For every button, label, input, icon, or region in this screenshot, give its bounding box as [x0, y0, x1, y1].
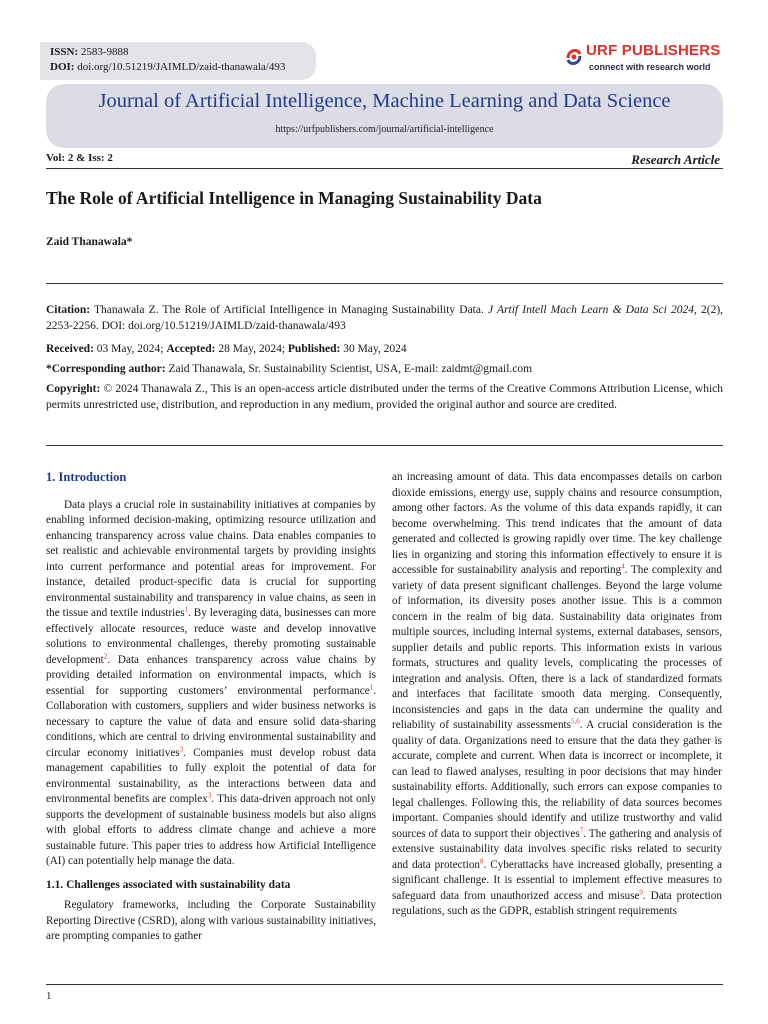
- citation-text: Thanawala Z. The Role of Artificial Intelligence in Managing Sustainability Data.: [94, 304, 484, 316]
- issn-label: ISSN:: [50, 46, 79, 58]
- section-heading-introduction: 1. Introduction: [46, 470, 127, 484]
- reference-link[interactable]: 9: [639, 887, 643, 896]
- dates: [46, 342, 723, 358]
- footer-divider: [46, 984, 723, 985]
- text-run: . Collaboration with customers, suppliers and wider business networks is necessary to capture the value of data and ensure solid data-sharing conditions, which are central to driving environmental sustainability and circular economy initiatives: [46, 684, 376, 759]
- copyright-label: Copyright:: [46, 383, 101, 395]
- subsection-heading-challenges: 1.1. Challenges associated with sustainability data: [46, 878, 291, 891]
- meta-divider: [46, 445, 723, 446]
- published-label: Published:: [287, 343, 341, 355]
- issn-doi-box: [40, 42, 316, 80]
- reference-link[interactable]: 4: [621, 562, 625, 571]
- journal-title: Journal of Artificial Intelligence, Machine Learning and Data Science: [98, 90, 671, 112]
- text-run: . The complexity and variety of data present significant challenges. Beyond the large volume of information, its diversity poses another issue. This is a common concern in the realm of big data. Sustainability data originates from multiple sources, including internal systems, external databases, sensors, supplier details and public reports. This information exists in various formats, structures and quality levels, complicating the processes of integration and analysis. Often, there is a lack of standardized formats and interfaces that facilitate smooth data merging. Consequently, inconsistencies and gaps in the data can undermine the quality and reliability of sustainability assessments: [392, 564, 722, 731]
- accepted-label: Accepted:: [166, 343, 216, 355]
- article-type: Research Article: [631, 152, 720, 167]
- copyright-text: © 2024 Thanawala Z., This is an open-access article distributed under the terms of the Creative Commons Attribution License, which permits unrestricted use, distribution, and reproduction in any medium, provided the original author and source are credited.: [46, 383, 724, 411]
- received-label: Received:: [46, 343, 94, 355]
- issn-value: 2583-9888: [80, 46, 129, 58]
- journal-url[interactable]: https://urfpublishers.com/journal/artificial-intelligence: [275, 124, 494, 135]
- reference-link[interactable]: 1: [184, 605, 189, 614]
- body-left-column: [46, 470, 376, 945]
- text-run: . Cyberattacks have increased globally, presenting a significant challenge. It is essential to implement effective measures to safeguard data from unauthorized access and misuse: [392, 858, 722, 902]
- doi-line: [50, 60, 316, 75]
- citation-rest: 2(2), 2253-2256. DOI: doi.org/10.51219/JAIMLD/zaid-thanawala/493: [46, 304, 724, 332]
- title-divider: [46, 283, 723, 284]
- accepted-date: 28 May, 2024;: [218, 343, 286, 355]
- text-run: . Data protection regulations, such as the GDPR, establish stringent requirements: [392, 889, 722, 917]
- volume-issue: Vol: 2 & Iss: 2: [46, 152, 113, 164]
- header-divider: [46, 168, 723, 169]
- text-run: . A crucial consideration is the quality of data. Organizations need to ensure that the data they gather is accurate, complete and current. When data is incorrect or incomplete, it can lead to flawed analyses, resulting in poor decisions that may hinder sustainability efforts. Additionally, such errors can expose companies to legal challenges. Following this, the reliability of data sources becomes important. Companies should identify and utilize trustworthy and valid sources of data to support their objectives: [392, 719, 722, 840]
- journal-banner: [46, 84, 723, 148]
- body-right-column: [392, 470, 722, 920]
- copyright: [46, 382, 723, 413]
- challenges-paragraph: Regulatory frameworks, including the Corporate Sustainability Reporting Directive (CSRD), along with various sustainability initiatives, are prompting companies to gather: [46, 899, 376, 942]
- publisher-tagline: connect with research world: [589, 62, 711, 72]
- publisher-logo: [562, 40, 732, 80]
- text-run: . Data enhances transparency across value chains by providing detailed information on environmental impacts, which is essential for supporting customers’ environmental performance: [46, 653, 376, 697]
- reference-link[interactable]: 2: [103, 651, 108, 660]
- intro-paragraph-1: [46, 498, 376, 870]
- paper-title: The Role of Artificial Intelligence in Managing Sustainability Data: [46, 188, 542, 208]
- text-run: . The gathering and analysis of extensive sustainability data involves specific risks related to security and data protection: [392, 827, 722, 871]
- publisher-logo-icon: [562, 44, 586, 72]
- reference-link[interactable]: 7: [579, 825, 584, 834]
- text-run: . Companies must develop robust data management capabilities to fully exploit the potential of data for environmental sustainability, as the interactions between data and environmental benefits are complex: [46, 746, 376, 805]
- issn-line: [50, 45, 316, 60]
- text-run: an increasing amount of data. This data encompasses details on carbon dioxide emissions, energy use, supply chains and resource consumption, among other factors. As the volume of this data expands rapidly, it can become overwhelming. This trend indicates that the amount of data generated and collected is growing rapidly over time. The key challenge lies in organizing and storing this information effectively to ensure it is accessible for sustainability analysis and reporting: [392, 471, 722, 576]
- doi-label: DOI:: [50, 61, 75, 73]
- publisher-name: URF PUBLISHERS: [586, 42, 721, 59]
- citation-journal: J Artif Intell Mach Learn & Data Sci 2024,: [488, 304, 697, 316]
- published-date: 30 May, 2024: [343, 343, 407, 355]
- received-date: 03 May, 2024;: [96, 343, 164, 355]
- reference-link[interactable]: 5,6: [571, 717, 580, 726]
- reference-link[interactable]: 3: [207, 791, 212, 800]
- citation-label: Citation:: [46, 304, 91, 316]
- text-run: Data plays a crucial role in sustainability initiatives at companies by enabling informed decision-making, optimizing resource utilization and enhancing transparency across value chains. Data enables companies to set realistic and achievable environmental targets by providing insights into current performance and potential areas for improvement. For instance, detailed product-specific data is crucial for supporting environmental sustainability and transparency in value chains, as seen in the tissue and textile industries: [46, 498, 376, 619]
- text-run: . This data-driven approach not only supports the development of sustainable business models but also aligns with global efforts to address climate change and achieve a more sustainable future. This paper tries to address how Artificial Intelligence (AI) can potentially help manage the data.: [46, 793, 376, 867]
- reference-link[interactable]: 1: [369, 682, 374, 691]
- reference-link[interactable]: 3: [179, 744, 184, 753]
- doi-value[interactable]: doi.org/10.51219/JAIMLD/zaid-thanawala/493: [77, 61, 286, 73]
- corresponding-text: Zaid Thanawala, Sr. Sustainability Scientist, USA, E-mail: zaidmt@gmail.com: [168, 363, 533, 375]
- corresponding-author: [46, 362, 723, 378]
- citation: [46, 303, 723, 334]
- page-number: 1: [46, 990, 52, 1002]
- author-name: Zaid Thanawala*: [46, 236, 133, 248]
- corresponding-label: *Corresponding author:: [46, 363, 166, 375]
- reference-link[interactable]: 8: [480, 856, 484, 865]
- text-run: . By leveraging data, businesses can more effectively allocate resources, reduce waste and develop innovative solutions to environmental challenges, thereby promoting sustainable development: [46, 607, 376, 666]
- challenges-paragraph-continued: [392, 470, 722, 920]
